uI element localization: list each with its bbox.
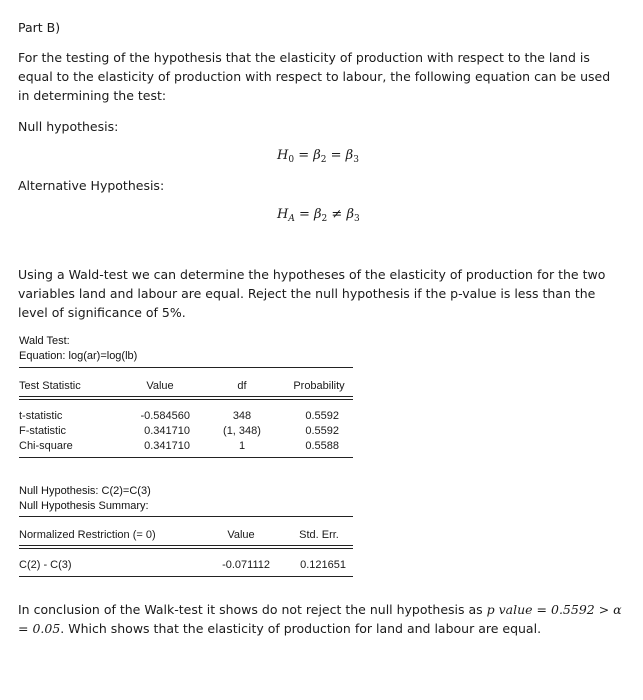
table-rule <box>19 367 353 368</box>
null-hypothesis-line: Null Hypothesis: C(2)=C(3) <box>19 485 151 497</box>
conclusion-text-start: In conclusion of the Walk-test it shows do not reject the null hypothesis as <box>18 602 487 617</box>
null-hypothesis-summary: Null Hypothesis Summary: <box>19 500 149 512</box>
header-probability: Probability <box>293 380 345 392</box>
header-std-err: Std. Err. <box>299 529 339 541</box>
row-value: -0.584560 <box>140 410 190 422</box>
table-rule <box>19 576 353 577</box>
row-probability: 0.5588 <box>305 440 339 452</box>
null-hypothesis-equation: $H_0 = \beta_2 = \beta_3$ <box>277 148 359 165</box>
row-label: t-statistic <box>19 410 63 422</box>
table-double-rule <box>19 396 353 400</box>
alternative-hypothesis-label: Alternative Hypothesis: <box>18 178 165 193</box>
row-value: 0.341710 <box>144 440 190 452</box>
wald-paragraph: Using a Wald-test we can determine the hypotheses of the elasticity of production for the two variables land and labour are equal. Reject the null hypothesis if the p-value is less than the level of significance of 5%. <box>18 267 606 320</box>
intro-paragraph: For the testing of the hypothesis that the elasticity of production with respect to the land is equal to the elasticity of production with respect to labour, the following equation can be used in determining the test: <box>18 50 611 103</box>
row-label: F-statistic <box>19 425 67 437</box>
table-double-rule <box>19 545 353 549</box>
wald-equation: Equation: log(ar)=log(lb) <box>19 350 138 362</box>
table-rule <box>19 516 353 517</box>
row-df: 348 <box>232 410 252 422</box>
header-normalized-restriction: Normalized Restriction (= 0) <box>19 529 156 541</box>
summary-row-std-err: 0.121651 <box>300 559 346 571</box>
alternative-hypothesis-equation: $H_A = \beta_2 \ne \beta_3$ <box>277 207 360 224</box>
row-probability: 0.5592 <box>305 425 339 437</box>
null-hypothesis-label: Null hypothesis: <box>18 119 119 134</box>
table-rule <box>19 457 353 458</box>
summary-row-label: C(2) - C(3) <box>19 559 72 571</box>
conclusion-paragraph <box>18 600 624 638</box>
header-test-statistic: Test Statistic <box>19 380 81 392</box>
header-value: Value <box>146 380 174 392</box>
row-label: Chi-square <box>19 440 73 452</box>
conclusion-text-end: . Which shows that the elasticity of production for land and labour are equal. <box>60 621 542 636</box>
row-df: 1 <box>238 440 246 452</box>
summary-row-value: -0.071112 <box>222 559 270 571</box>
part-heading: Part B) <box>18 20 61 35</box>
row-value: 0.341710 <box>144 425 190 437</box>
header-df: df <box>237 380 247 392</box>
row-probability: 0.5592 <box>305 410 339 422</box>
wald-title: Wald Test: <box>19 335 70 347</box>
row-df: (1, 348) <box>223 425 261 437</box>
conclusion-math: p value = 0.5592 > α = 0.05 <box>18 602 622 636</box>
header-summary-value: Value <box>227 529 255 541</box>
